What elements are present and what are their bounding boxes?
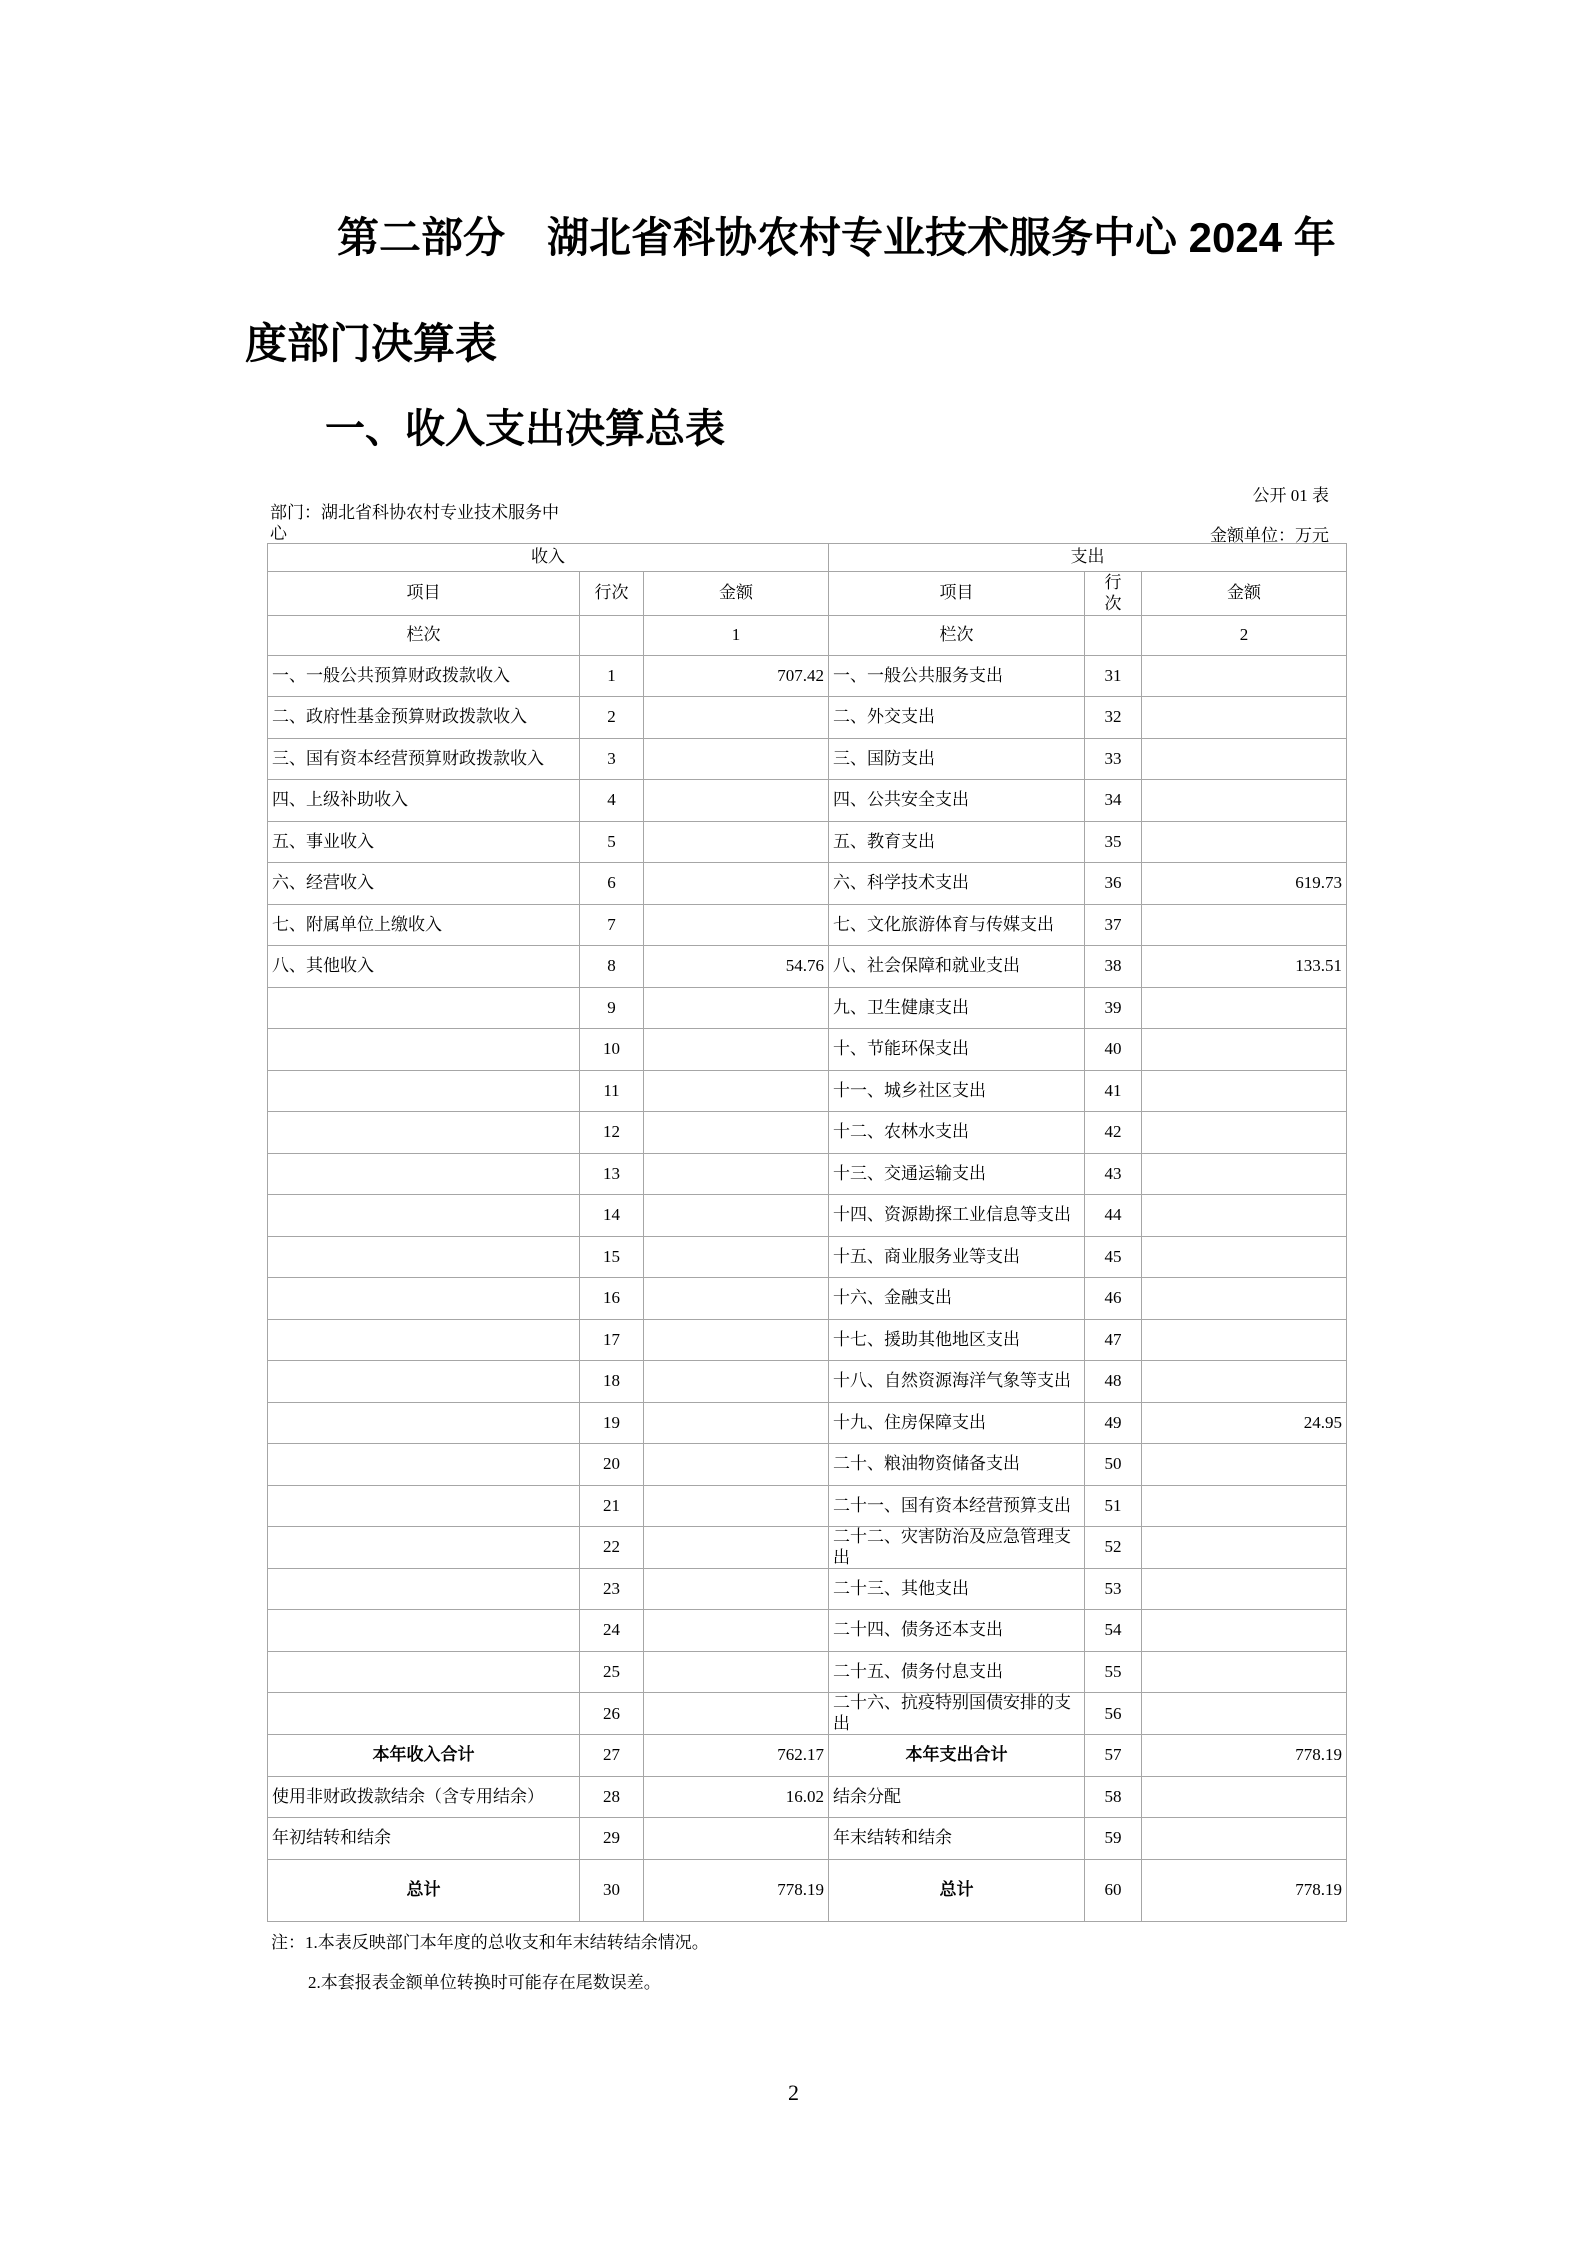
income-item-cell: 本年收入合计: [268, 1735, 580, 1777]
expense-rowno-cell: 39: [1085, 987, 1142, 1029]
income-item-cell: [268, 1112, 580, 1154]
expense-rowno-cell: 44: [1085, 1195, 1142, 1237]
income-amount-cell: [644, 1610, 829, 1652]
table-row: [268, 1236, 1347, 1278]
expense-amount-cell: [1142, 1651, 1347, 1693]
income-item-cell: [268, 1402, 580, 1444]
income-item-cell: [268, 1568, 580, 1610]
expense-item-cell: 十五、商业服务业等支出: [829, 1236, 1085, 1278]
expense-amount-cell: [1142, 1693, 1347, 1735]
expense-amount-header: 金额: [1142, 572, 1347, 616]
expense-amount-cell: 24.95: [1142, 1402, 1347, 1444]
income-amount-header: 金额: [644, 572, 829, 616]
expense-item-cell: 结余分配: [829, 1776, 1085, 1818]
expense-rowno-cell: 36: [1085, 863, 1142, 905]
expense-rowno-cell: 46: [1085, 1278, 1142, 1320]
table-note-2: 2.本套报表金额单位转换时可能存在尾数误差。: [308, 1973, 661, 1992]
income-amount-cell: [644, 863, 829, 905]
expense-rowno-cell: 57: [1085, 1735, 1142, 1777]
table-row: [268, 738, 1347, 780]
table-row: [268, 1651, 1347, 1693]
expense-item-cell: 十七、援助其他地区支出: [829, 1319, 1085, 1361]
expense-item-cell: 十一、城乡社区支出: [829, 1070, 1085, 1112]
expense-amount-cell: [1142, 1029, 1347, 1071]
income-rowno-cell: 20: [580, 1444, 644, 1486]
income-rowno-cell: 24: [580, 1610, 644, 1652]
income-item-cell: [268, 1153, 580, 1195]
table-row: [268, 821, 1347, 863]
income-rowno-cell: 25: [580, 1651, 644, 1693]
income-column-label: 栏次: [268, 615, 580, 655]
income-rowno-cell: 23: [580, 1568, 644, 1610]
income-amount-cell: [644, 1236, 829, 1278]
income-column-blank: [580, 615, 644, 655]
expense-amount-cell: [1142, 1361, 1347, 1403]
income-amount-cell: [644, 1153, 829, 1195]
expense-amount-cell: [1142, 987, 1347, 1029]
expense-rowno-cell: 34: [1085, 780, 1142, 822]
expense-column-number: 2: [1142, 615, 1347, 655]
expense-amount-cell: [1142, 1818, 1347, 1860]
expense-rowno-cell: 47: [1085, 1319, 1142, 1361]
table-row: [268, 863, 1347, 905]
income-rowno-cell: 26: [580, 1693, 644, 1735]
expense-amount-cell: [1142, 1485, 1347, 1527]
expense-amount-cell: [1142, 1278, 1347, 1320]
income-amount-cell: [644, 697, 829, 739]
income-item-cell: [268, 1236, 580, 1278]
expense-item-cell: 三、国防支出: [829, 738, 1085, 780]
expense-item-cell: 年末结转和结余: [829, 1818, 1085, 1860]
expense-item-cell: 二十一、国有资本经营预算支出: [829, 1485, 1085, 1527]
expense-amount-cell: [1142, 1319, 1347, 1361]
expense-amount-cell: 778.19: [1142, 1735, 1347, 1777]
expense-item-cell: 总计: [829, 1859, 1085, 1921]
expense-item-cell: 二十五、债务付息支出: [829, 1651, 1085, 1693]
income-item-cell: 一、一般公共预算财政拨款收入: [268, 655, 580, 697]
income-item-cell: [268, 1361, 580, 1403]
table-section-header-row: [268, 544, 1347, 572]
table-row: [268, 1776, 1347, 1818]
income-item-cell: [268, 1651, 580, 1693]
expense-rowno-cell: 38: [1085, 946, 1142, 988]
income-amount-cell: [644, 1029, 829, 1071]
income-section-header: 收入: [268, 544, 829, 572]
expense-item-cell: 二、外交支出: [829, 697, 1085, 739]
table-row: [268, 1485, 1347, 1527]
income-amount-cell: [644, 1527, 829, 1569]
income-amount-cell: [644, 1444, 829, 1486]
expense-item-cell: 十九、住房保障支出: [829, 1402, 1085, 1444]
expense-rowno-cell: 60: [1085, 1859, 1142, 1921]
income-item-cell: 二、政府性基金预算财政拨款收入: [268, 697, 580, 739]
income-rowno-cell: 14: [580, 1195, 644, 1237]
income-rowno-cell: 29: [580, 1818, 644, 1860]
income-amount-cell: [644, 904, 829, 946]
expense-rowno-cell: 58: [1085, 1776, 1142, 1818]
income-item-cell: 八、其他收入: [268, 946, 580, 988]
income-rowno-cell: 16: [580, 1278, 644, 1320]
income-rowno-cell: 5: [580, 821, 644, 863]
income-item-cell: 七、附属单位上缴收入: [268, 904, 580, 946]
expense-rowno-cell: 54: [1085, 1610, 1142, 1652]
column-number-row: [268, 615, 1347, 655]
expense-item-cell: 七、文化旅游体育与传媒支出: [829, 904, 1085, 946]
income-item-cell: [268, 1693, 580, 1735]
income-rowno-cell: 27: [580, 1735, 644, 1777]
income-rowno-cell: 17: [580, 1319, 644, 1361]
income-rowno-cell: 30: [580, 1859, 644, 1921]
expense-item-cell: 八、社会保障和就业支出: [829, 946, 1085, 988]
income-rowno-cell: 21: [580, 1485, 644, 1527]
expense-amount-cell: [1142, 1112, 1347, 1154]
expense-amount-cell: [1142, 1527, 1347, 1569]
table-row: [268, 780, 1347, 822]
table-row: [268, 1859, 1347, 1921]
income-amount-cell: [644, 1319, 829, 1361]
table-row: [268, 1070, 1347, 1112]
table-row: [268, 1029, 1347, 1071]
expense-item-cell: 六、科学技术支出: [829, 863, 1085, 905]
expense-amount-cell: [1142, 1610, 1347, 1652]
expense-rowno-header: [1085, 572, 1142, 616]
expense-amount-cell: [1142, 697, 1347, 739]
income-rowno-cell: 15: [580, 1236, 644, 1278]
income-amount-cell: [644, 1402, 829, 1444]
income-item-cell: [268, 1319, 580, 1361]
expense-amount-cell: [1142, 738, 1347, 780]
expense-item-cell: 二十四、债务还本支出: [829, 1610, 1085, 1652]
expense-item-header: 项目: [829, 572, 1085, 616]
income-rowno-cell: 2: [580, 697, 644, 739]
table-row: [268, 904, 1347, 946]
income-amount-cell: [644, 1195, 829, 1237]
expense-item-cell: 九、卫生健康支出: [829, 987, 1085, 1029]
income-rowno-cell: 11: [580, 1070, 644, 1112]
table-row: [268, 1693, 1347, 1735]
table-row: [268, 1818, 1347, 1860]
expense-rowno-cell: 50: [1085, 1444, 1142, 1486]
income-amount-cell: [644, 1818, 829, 1860]
unit-label: 金额单位：万元: [1210, 526, 1329, 545]
expense-rowno-cell: 43: [1085, 1153, 1142, 1195]
income-amount-cell: [644, 821, 829, 863]
expense-rowno-cell: 51: [1085, 1485, 1142, 1527]
table-row: [268, 655, 1347, 697]
income-amount-cell: [644, 1070, 829, 1112]
page-title-line1: 第二部分 湖北省科协农村专业技术服务中心 2024 年: [337, 214, 1336, 261]
income-amount-cell: 762.17: [644, 1735, 829, 1777]
expense-amount-cell: 778.19: [1142, 1859, 1347, 1921]
table-row: [268, 1361, 1347, 1403]
income-item-cell: [268, 1610, 580, 1652]
income-amount-cell: [644, 987, 829, 1029]
income-amount-cell: [644, 1651, 829, 1693]
expense-amount-cell: [1142, 1195, 1347, 1237]
table-row: [268, 1278, 1347, 1320]
expense-item-cell: 四、公共安全支出: [829, 780, 1085, 822]
expense-amount-cell: 133.51: [1142, 946, 1347, 988]
expense-item-cell: 本年支出合计: [829, 1735, 1085, 1777]
income-amount-cell: [644, 1485, 829, 1527]
section-heading: 一、收入支出决算总表: [325, 407, 725, 451]
expense-item-cell: 十八、自然资源海洋气象等支出: [829, 1361, 1085, 1403]
income-column-number: 1: [644, 615, 829, 655]
table-row: [268, 1568, 1347, 1610]
income-item-cell: [268, 1029, 580, 1071]
income-rowno-cell: 9: [580, 987, 644, 1029]
table-row: [268, 1735, 1347, 1777]
income-item-cell: 四、上级补助收入: [268, 780, 580, 822]
income-item-cell: [268, 1485, 580, 1527]
table-row: [268, 1402, 1347, 1444]
income-rowno-cell: 18: [580, 1361, 644, 1403]
income-item-header: 项目: [268, 572, 580, 616]
income-rowno-cell: 3: [580, 738, 644, 780]
income-item-cell: [268, 1444, 580, 1486]
income-amount-cell: [644, 780, 829, 822]
expense-item-cell: 十、节能环保支出: [829, 1029, 1085, 1071]
income-item-cell: [268, 1195, 580, 1237]
table-note-1: 注：1.本表反映部门本年度的总收支和年末结转结余情况。: [271, 1933, 709, 1952]
expense-amount-cell: [1142, 1236, 1347, 1278]
income-amount-cell: [644, 1361, 829, 1403]
income-item-cell: 三、国有资本经营预算财政拨款收入: [268, 738, 580, 780]
expense-item-cell: 五、教育支出: [829, 821, 1085, 863]
income-item-cell: 使用非财政拨款结余（含专用结余）: [268, 1776, 580, 1818]
expense-rowno-cell: 37: [1085, 904, 1142, 946]
table-column-header-row: [268, 572, 1347, 616]
expense-rowno-cell: 32: [1085, 697, 1142, 739]
expense-amount-cell: [1142, 904, 1347, 946]
income-rowno-cell: 1: [580, 655, 644, 697]
expense-rowno-cell: 55: [1085, 1651, 1142, 1693]
expense-item-cell: 十四、资源勘探工业信息等支出: [829, 1195, 1085, 1237]
income-amount-cell: [644, 1693, 829, 1735]
expense-amount-cell: 619.73: [1142, 863, 1347, 905]
income-item-cell: [268, 987, 580, 1029]
income-amount-cell: 707.42: [644, 655, 829, 697]
expense-rowno-cell: 35: [1085, 821, 1142, 863]
table-row: [268, 1112, 1347, 1154]
table-row: [268, 946, 1347, 988]
expense-section-header: 支出: [829, 544, 1347, 572]
income-item-cell: 年初结转和结余: [268, 1818, 580, 1860]
expense-item-cell: 十二、农林水支出: [829, 1112, 1085, 1154]
table-row: [268, 1610, 1347, 1652]
budget-summary-table: [267, 543, 1347, 1922]
income-amount-cell: 778.19: [644, 1859, 829, 1921]
expense-rowno-cell: 42: [1085, 1112, 1142, 1154]
table-row: [268, 697, 1347, 739]
income-rowno-cell: 13: [580, 1153, 644, 1195]
income-amount-cell: [644, 1278, 829, 1320]
page-title-line2: 度部门决算表: [245, 320, 498, 367]
table-row: [268, 1527, 1347, 1569]
table-row: [268, 1153, 1347, 1195]
table-row: [268, 1444, 1347, 1486]
table-row: [268, 1195, 1347, 1237]
expense-column-label: 栏次: [829, 615, 1085, 655]
income-item-cell: 五、事业收入: [268, 821, 580, 863]
expense-rowno-cell: 40: [1085, 1029, 1142, 1071]
income-rowno-cell: 10: [580, 1029, 644, 1071]
income-rowno-cell: 6: [580, 863, 644, 905]
expense-rowno-cell: 45: [1085, 1236, 1142, 1278]
expense-item-cell: 二十三、其他支出: [829, 1568, 1085, 1610]
expense-item-cell: 十三、交通运输支出: [829, 1153, 1085, 1195]
expense-rowno-cell: 53: [1085, 1568, 1142, 1610]
income-rowno-cell: 12: [580, 1112, 644, 1154]
expense-amount-cell: [1142, 1070, 1347, 1112]
income-rowno-header: 行次: [580, 572, 644, 616]
income-item-cell: 六、经营收入: [268, 863, 580, 905]
expense-amount-cell: [1142, 1444, 1347, 1486]
expense-rowno-cell: 56: [1085, 1693, 1142, 1735]
expense-amount-cell: [1142, 780, 1347, 822]
expense-rowno-cell: 33: [1085, 738, 1142, 780]
expense-rowno-cell: 49: [1085, 1402, 1142, 1444]
expense-amount-cell: [1142, 1568, 1347, 1610]
income-item-cell: [268, 1070, 580, 1112]
expense-item-cell: 二十六、抗疫特别国债安排的支出: [829, 1693, 1085, 1735]
income-rowno-cell: 7: [580, 904, 644, 946]
income-amount-cell: 16.02: [644, 1776, 829, 1818]
expense-amount-cell: [1142, 821, 1347, 863]
expense-column-blank: [1085, 615, 1142, 655]
income-item-cell: [268, 1527, 580, 1569]
income-item-cell: 总计: [268, 1859, 580, 1921]
table-row: [268, 987, 1347, 1029]
expense-item-cell: 二十二、灾害防治及应急管理支出: [829, 1527, 1085, 1569]
table-row: [268, 1319, 1347, 1361]
income-rowno-cell: 8: [580, 946, 644, 988]
page-number: 2: [788, 2080, 799, 2105]
expense-rowno-cell: 59: [1085, 1818, 1142, 1860]
expense-rowno-cell: 48: [1085, 1361, 1142, 1403]
income-amount-cell: [644, 1112, 829, 1154]
table-code-label: 公开 01 表: [1252, 486, 1329, 505]
income-amount-cell: 54.76: [644, 946, 829, 988]
expense-amount-cell: [1142, 1153, 1347, 1195]
income-amount-cell: [644, 738, 829, 780]
expense-rowno-header-label: 行次: [1104, 573, 1122, 614]
department-label: 部门：湖北省科协农村专业技术服务中心: [270, 503, 559, 543]
expense-amount-cell: [1142, 1776, 1347, 1818]
expense-rowno-cell: 31: [1085, 655, 1142, 697]
expense-item-cell: 十六、金融支出: [829, 1278, 1085, 1320]
expense-item-cell: 二十、粮油物资储备支出: [829, 1444, 1085, 1486]
income-amount-cell: [644, 1568, 829, 1610]
expense-item-cell: 一、一般公共服务支出: [829, 655, 1085, 697]
expense-rowno-cell: 41: [1085, 1070, 1142, 1112]
income-rowno-cell: 4: [580, 780, 644, 822]
expense-rowno-cell: 52: [1085, 1527, 1142, 1569]
expense-amount-cell: [1142, 655, 1347, 697]
income-rowno-cell: 28: [580, 1776, 644, 1818]
income-rowno-cell: 22: [580, 1527, 644, 1569]
income-rowno-cell: 19: [580, 1402, 644, 1444]
income-item-cell: [268, 1278, 580, 1320]
